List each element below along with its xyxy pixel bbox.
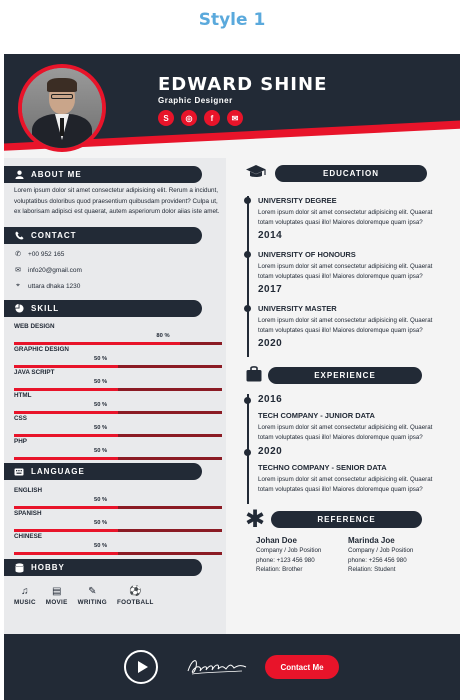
phone-icon	[14, 231, 24, 241]
email-icon[interactable]: ✉	[227, 110, 243, 126]
reference-heading: REFERENCE	[271, 511, 422, 528]
timeline-dot	[244, 305, 251, 312]
skill-bar-track	[14, 411, 222, 414]
language-percent: 50 %	[94, 543, 108, 549]
skill-bar-fill	[14, 434, 118, 437]
skill-percent: 50 %	[94, 379, 108, 385]
hobby-heading-text: HOBBY	[31, 563, 65, 572]
pencil-icon: ✎	[88, 586, 97, 597]
timeline-dot	[244, 397, 251, 404]
contact-address-value: uttara dhaka 1230	[28, 282, 81, 290]
reference-role: Company / Job Position	[256, 547, 322, 554]
user-icon	[14, 170, 24, 180]
instagram-icon[interactable]: ◎	[181, 110, 197, 126]
language-bar-track	[14, 506, 222, 509]
hobby-item	[117, 586, 154, 606]
skill-percent: 50 %	[94, 402, 108, 408]
language-bar-fill	[14, 552, 118, 555]
education-title: UNIVERSITY DEGREE	[258, 196, 337, 205]
skill-percent: 50 %	[94, 448, 108, 454]
skill-percent: 50 %	[94, 356, 108, 362]
education-desc: Lorem ipsum dolor sit amet consectetur adipisicing elit. Quaerat totam voluptates quasi illo! Maiores doloremque quam ipsa?	[258, 317, 433, 334]
about-heading	[4, 166, 202, 183]
hobby-item	[78, 586, 107, 606]
database-icon	[14, 563, 24, 573]
reference-phone: phone: +256 456 980	[348, 556, 407, 564]
about-heading-text: ABOUT ME	[31, 170, 82, 179]
timeline-dot	[244, 197, 251, 204]
skill-bar-fill	[14, 388, 118, 391]
language-bar-fill	[14, 506, 118, 509]
education-title: UNIVERSITY OF HONOURS	[258, 250, 356, 259]
skill-label: JAVA SCRIPT	[14, 369, 55, 376]
reference-card	[348, 535, 413, 575]
phone-icon: ✆	[15, 251, 21, 258]
signature-image	[184, 653, 250, 679]
language-percent: 50 %	[94, 520, 108, 526]
resume-template	[4, 54, 460, 700]
skill-bar-track	[14, 365, 222, 368]
language-heading-text: LANGUAGE	[31, 467, 85, 476]
social-links	[158, 110, 243, 126]
play-icon	[138, 661, 148, 673]
contact-address	[14, 282, 80, 290]
person-name: EDWARD SHINE	[158, 74, 328, 95]
contact-phone	[14, 250, 64, 258]
education-timeline	[247, 196, 249, 357]
skill-label: CSS	[14, 415, 27, 422]
pie-chart-icon	[14, 304, 24, 314]
contact-heading-text: CONTACT	[31, 231, 77, 240]
skill-bar-track	[14, 388, 222, 391]
skill-bar-track	[14, 342, 222, 345]
experience-desc: Lorem ipsum dolor sit amet consectetur adipisicing elit. Quaerat totam voluptates quasi illo! Maiores doloremque quam ipsa?	[258, 476, 433, 493]
skill-bar-track	[14, 434, 222, 437]
skill-bar-fill	[14, 365, 118, 368]
skill-bar-track	[14, 457, 222, 460]
experience-year: 2020	[258, 446, 283, 457]
language-label: CHINESE	[14, 533, 42, 540]
education-heading: EDUCATION	[275, 165, 427, 182]
asterisk-icon: ✱	[245, 506, 266, 533]
language-bar-track	[14, 552, 222, 555]
language-label: SPANISH	[14, 510, 42, 517]
skill-label: GRAPHIC DESIGN	[14, 346, 69, 353]
film-icon: ▤	[51, 586, 62, 597]
skill-label: WEB DESIGN	[14, 323, 55, 330]
education-title: UNIVERSITY MASTER	[258, 304, 337, 313]
experience-heading: EXPERIENCE	[268, 367, 422, 384]
hobby-item	[46, 586, 68, 606]
profile-photo	[22, 68, 102, 148]
skill-bar-fill	[14, 342, 180, 345]
mail-icon: ✉	[15, 267, 21, 274]
hobby-label: MUSIC	[14, 599, 36, 606]
experience-year: 2016	[258, 394, 283, 405]
education-desc: Lorem ipsum dolor sit amet consectetur adipisicing elit. Quaerat totam voluptates quasi illo! Maiores doloremque quam ipsa?	[258, 209, 433, 226]
graduation-cap-icon	[245, 164, 267, 183]
reference-card	[256, 535, 321, 575]
about-text: Lorem ipsum dolor sit amet consectetur adipisicing elit. Rerum a incidunt, voluptatibus doloribus quod praesentium quibusdam provident? Culpa ut, ex laborisam adipisci est quaerat, autem asperiorum dolor aiias iste amet.	[14, 187, 220, 215]
contact-email	[14, 266, 82, 274]
hobby-label: FOOTBALL	[116, 599, 154, 606]
experience-title: TECH COMPANY - JUNIOR DATA	[258, 411, 375, 420]
facebook-icon[interactable]: f	[204, 110, 220, 126]
language-heading	[4, 463, 202, 480]
style-label: Style 1	[198, 10, 266, 30]
hobby-label: MOVIE	[45, 599, 68, 606]
skill-percent: 50 %	[94, 425, 108, 431]
resume-footer	[4, 634, 460, 700]
skype-icon[interactable]: S	[158, 110, 174, 126]
reference-name: Marinda Joe	[348, 536, 395, 545]
music-icon: ♫	[21, 586, 29, 597]
contact-phone-value: +00 952 165	[28, 250, 65, 258]
education-year: 2017	[258, 284, 283, 295]
football-icon: ⚽	[129, 586, 142, 597]
contact-me-button[interactable]: Contact Me	[265, 655, 339, 679]
hobby-heading	[4, 559, 202, 576]
contact-email-value[interactable]: info20@gmail.com	[28, 266, 82, 274]
reference-role: Company / Job Position	[348, 547, 414, 554]
skill-percent: 80 %	[156, 333, 170, 339]
language-percent: 50 %	[94, 497, 108, 503]
skill-bar-fill	[14, 411, 118, 414]
education-desc: Lorem ipsum dolor sit amet consectetur adipisicing elit. Quaerat totam voluptates quasi illo! Maiores doloremque quam ipsa?	[258, 263, 433, 280]
education-year: 2014	[258, 230, 283, 241]
reference-relation: Relation: Student	[348, 566, 396, 573]
briefcase-icon	[245, 365, 263, 386]
experience-title: TECHNO COMPANY - SENIOR DATA	[258, 463, 387, 472]
skill-bar-fill	[14, 457, 118, 460]
skill-heading-text: SKILL	[31, 304, 60, 313]
play-button[interactable]	[124, 650, 158, 684]
hobby-list	[14, 586, 154, 606]
language-label: ENGLISH	[14, 487, 42, 494]
education-year: 2020	[258, 338, 283, 349]
skill-label: PHP	[14, 438, 27, 445]
profile-photo-frame	[18, 64, 106, 152]
location-pin-icon: ⌖	[16, 282, 20, 289]
skill-heading	[4, 300, 202, 317]
keyboard-icon	[14, 467, 24, 477]
hobby-label: WRITING	[77, 599, 107, 606]
skill-label: HTML	[14, 392, 32, 399]
reference-name: Johan Doe	[256, 536, 297, 545]
experience-desc: Lorem ipsum dolor sit amet consectetur adipisicing elit. Quaerat totam voluptates quasi illo! Maiores doloremque quam ipsa?	[258, 424, 433, 441]
reference-phone: phone: +123 456 980	[256, 556, 315, 564]
hobby-item	[14, 586, 36, 606]
reference-relation: Relation: Brother	[256, 566, 303, 573]
timeline-dot	[244, 251, 251, 258]
language-bar-track	[14, 529, 222, 532]
timeline-dot	[244, 449, 251, 456]
person-title: Graphic Designer	[158, 96, 233, 105]
contact-heading	[4, 227, 202, 244]
language-bar-fill	[14, 529, 118, 532]
